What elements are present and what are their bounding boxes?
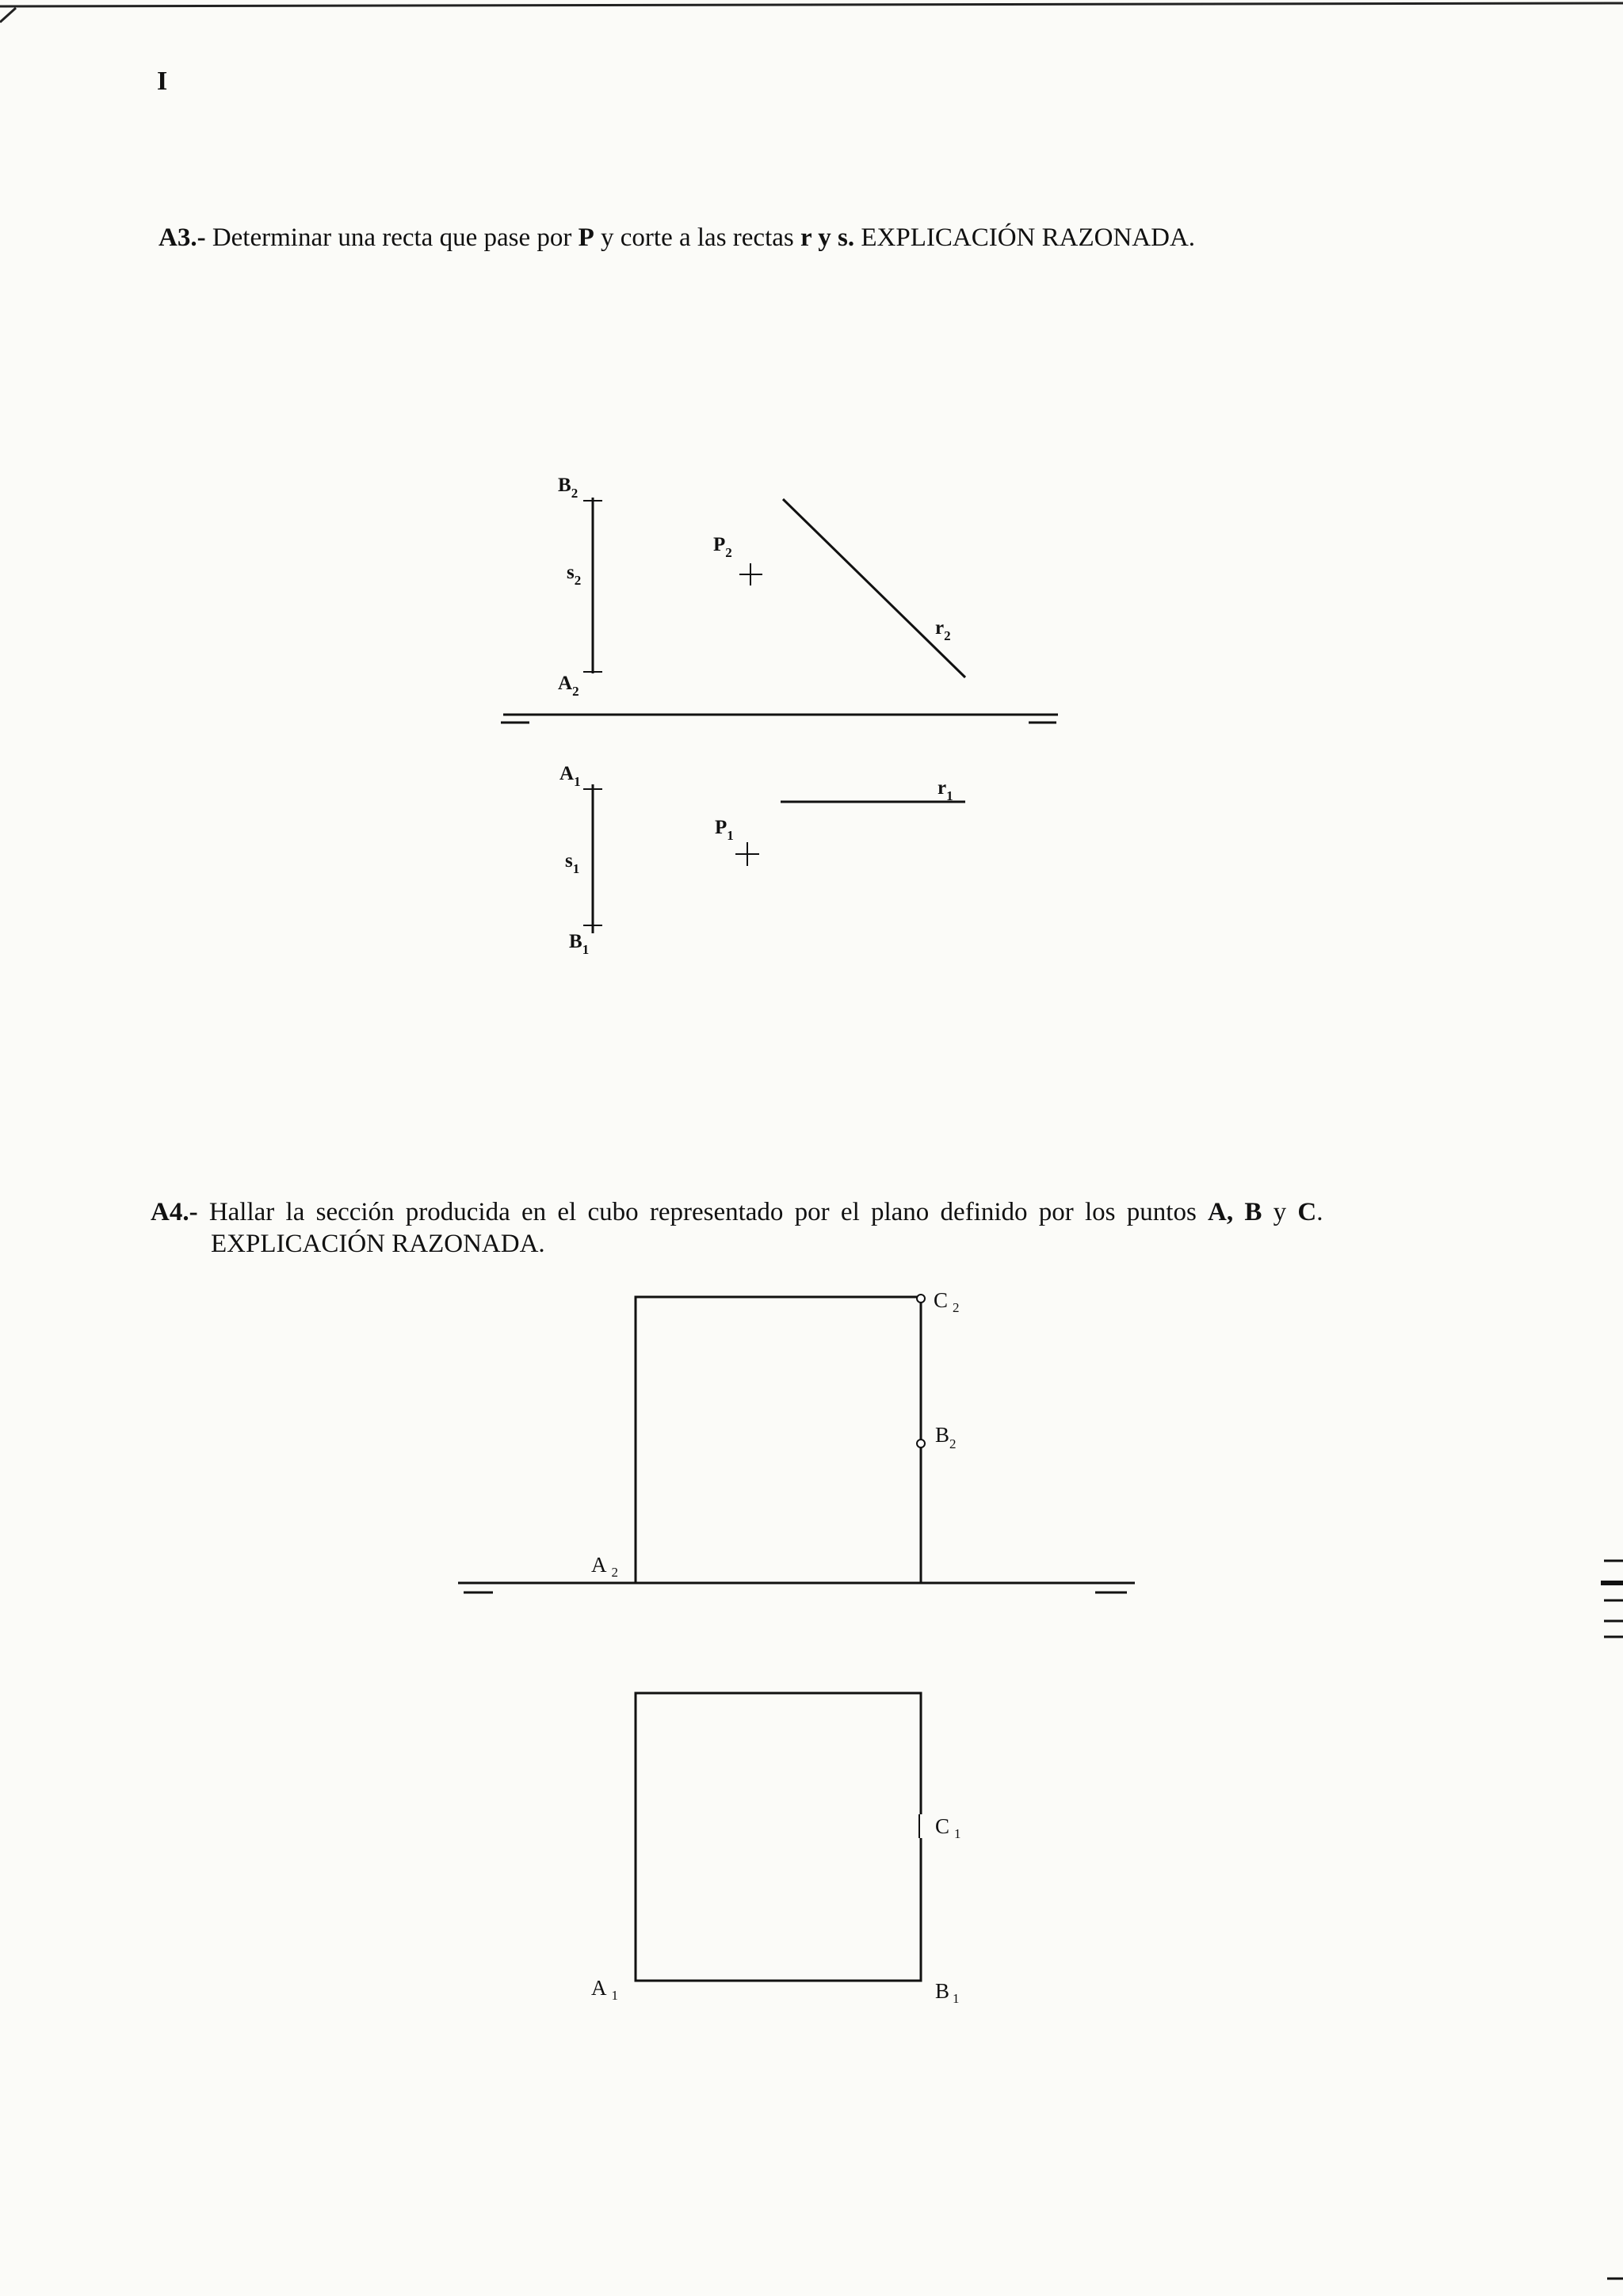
a4-point-b2 [917, 1440, 925, 1447]
label-r1: $r_1$ [938, 777, 953, 803]
label-b2-cube: $B_2$ [935, 1423, 957, 1451]
label-b1: $B_1$ [569, 931, 590, 957]
label-c2: C $_2$ [934, 1288, 960, 1315]
a3-lines-rs: r y s. [800, 223, 855, 252]
a3-point-p: P [578, 223, 594, 252]
page-number: I [157, 67, 168, 96]
a4-cube-plan [636, 1693, 921, 1981]
a4-line-2: EXPLICACIÓN RAZONADA. [211, 1230, 545, 1258]
label-a1-cube: A $_1$ [591, 1976, 618, 2003]
label-a1: $A_1$ [559, 763, 581, 789]
label-r2: $r_2$ [935, 617, 951, 643]
a4-text-3: . [1316, 1198, 1323, 1226]
problem-a3-label: A3.- [158, 223, 206, 252]
label-b1-cube: B $_1$ [935, 1979, 960, 2006]
label-s2: $s_2$ [567, 562, 582, 588]
a4-text-1: Hallar la sección producida en el cubo representado por el plano definido por los puntos [197, 1198, 1209, 1226]
a4-cube-elevation [636, 1297, 921, 1583]
label-p1: $P_1$ [715, 817, 734, 843]
figure-a4-labels [591, 1288, 961, 2006]
figure-a4 [458, 1295, 1135, 1981]
label-s1: $s_1$ [565, 850, 580, 876]
a3-line-r2 [783, 499, 965, 677]
label-a2: $A_2$ [558, 673, 579, 699]
margin-marks [1601, 1561, 1623, 2279]
a3-text-1: Determinar una recta que pase por [205, 223, 579, 252]
a3-text-3: EXPLICACIÓN RAZONADA. [854, 223, 1196, 252]
label-c1: C $_1$ [935, 1814, 961, 1841]
figure-a3 [501, 498, 1058, 933]
label-b2: $B_2$ [558, 475, 579, 501]
a4-points-ab: A, B [1208, 1198, 1262, 1226]
top-corner-mark [0, 8, 16, 22]
a4-text-2: y [1262, 1198, 1298, 1226]
a3-text-2: y corte a las rectas [594, 223, 800, 252]
problem-a4-label: A4.- [151, 1198, 198, 1226]
a4-point-c2 [917, 1295, 925, 1302]
label-p2: $P_2$ [713, 534, 732, 560]
a4-point-c: C [1297, 1198, 1317, 1226]
label-a2-cube: A $_2$ [591, 1553, 618, 1580]
top-border-line [0, 3, 1623, 6]
